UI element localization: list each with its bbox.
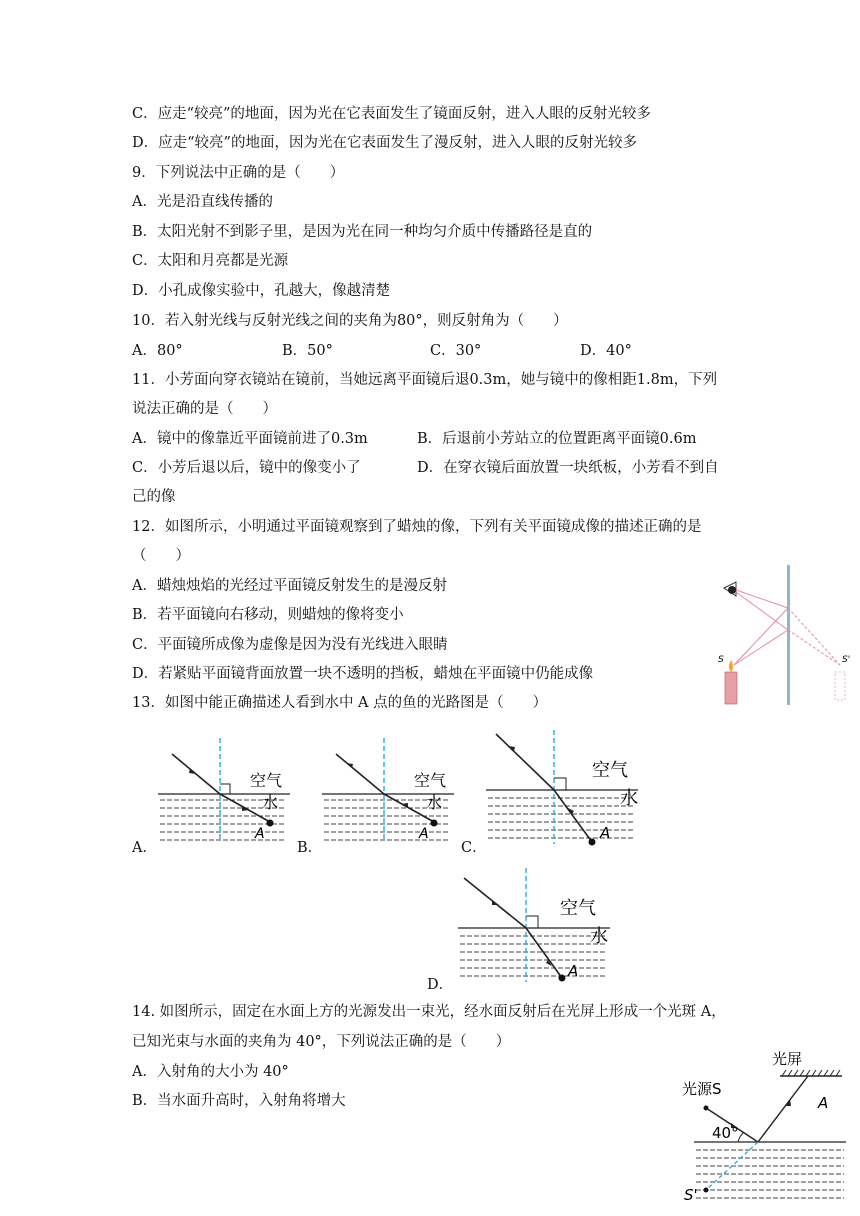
q13-point-label-a: A (255, 826, 265, 842)
q13-point-label-b: A (419, 826, 429, 842)
q8-option-c: C．应走“较亮”的地面，因为光在它表面发生了镜面反射，进入人眼的反射光较多 (132, 106, 651, 122)
q13-air-label-a: 空气 (250, 771, 283, 790)
q11-option-b: B．后退前小芳站立的位置距离平面镜0.6m (417, 431, 697, 447)
q13-figure-a (156, 734, 296, 844)
q14-spot-label: A (818, 1094, 829, 1112)
q9-option-d: D．小孔成像实验中，孔越大，像越清楚 (132, 283, 391, 299)
q13-label-b: B． (297, 840, 323, 856)
q13-figure-c (484, 726, 644, 850)
q13-water-label-c: 水 (620, 788, 638, 809)
q13-air-label-d: 空气 (560, 898, 596, 919)
q14-image-label: S' (684, 1186, 698, 1204)
q12-option-a: A．蜡烛烛焰的光经过平面镜反射发生的是漫反射 (132, 578, 447, 594)
q13-label-a: A． (132, 840, 157, 856)
q13-air-label-c: 空气 (592, 760, 628, 781)
q13-point-label-d: A (568, 962, 579, 980)
q13-water-label-d: 水 (590, 926, 608, 947)
q10-stem: 10．若入射光线与反射光线之间的夹角为80°，则反射角为（ ） (132, 313, 568, 329)
q13-figure-b (320, 734, 460, 844)
q13-stem: 13．如图中能正确描述人看到水中 A 点的鱼的光路图是（ ） (132, 695, 548, 711)
q12-s-label: S (718, 655, 724, 665)
q14-option-a: A．入射角的大小为 40° (132, 1064, 289, 1080)
q9-option-c: C．太阳和月亮都是光源 (132, 253, 289, 269)
q13-water-label-a: 水 (262, 793, 279, 812)
q8-option-d: D．应走“较亮”的地面，因为光在它表面发生了漫反射，进入人眼的反射光较多 (132, 135, 637, 151)
q14-screen-label: 光屏 (772, 1050, 803, 1068)
q12-option-b: B．若平面镜向右移动，则蜡烛的像将变小 (132, 607, 404, 623)
q10-option-d: D．40° (580, 343, 632, 359)
q10-option-b: B．50° (282, 343, 333, 359)
q13-label-d: D． (427, 977, 454, 993)
q14-source-label: 光源S (682, 1080, 722, 1098)
q10-option-a: A．80° (132, 343, 183, 359)
q13-water-label-b: 水 (426, 793, 443, 812)
q14-angle-label: 40° (712, 1124, 739, 1142)
q13-label-c: C． (461, 840, 487, 856)
q14-stem-2: 已知光束与水面的夹角为 40°，下列说法正确的是（ ） (132, 1034, 511, 1050)
q10-option-c: C．30° (430, 343, 482, 359)
q11-option-d-cont: 己的像 (132, 489, 176, 505)
q12-stem-1: 12．如图所示，小明通过平面镜观察到了蜡烛的像，下列有关平面镜成像的描述正确的是 (132, 519, 702, 535)
q12-stem-2: （ ） (132, 548, 190, 564)
q13-point-label-c: A (600, 824, 611, 842)
q11-option-a: A．镜中的像靠近平面镜前进了0.3m (132, 431, 368, 447)
q13-air-label-b: 空气 (414, 771, 447, 790)
q11-option-c: C．小芳后退以后，镜中的像变小了 (132, 460, 361, 476)
q14-stem-1: 14. 如图所示，固定在水面上方的光源发出一束光，经水面反射后在光屏上形成一个光斑 A， (132, 1004, 726, 1020)
q14-figure (676, 1050, 846, 1210)
q9-option-b: B．太阳光射不到影子里，是因为光在同一种均匀介质中传播路径是直的 (132, 224, 593, 240)
q9-stem: 9．下列说法中正确的是（ ） (132, 165, 345, 181)
q12-s-image-label: S' (842, 655, 851, 665)
q12-option-d: D．若紧贴平面镜背面放置一块不透明的挡板，蜡烛在平面镜中仍能成像 (132, 666, 594, 682)
q14-option-b: B．当水面升高时，入射角将增大 (132, 1093, 346, 1109)
q11-stem-1: 11．小芳面向穿衣镜站在镜前，当她远离平面镜后退0.3m，她与镜中的像相距1.8m，下列 (132, 372, 718, 388)
q13-figure-d (456, 864, 616, 988)
q12-option-c: C．平面镜所成像为虚像是因为没有光线进入眼睛 (132, 637, 448, 653)
q12-mirror-figure (714, 560, 854, 710)
q11-option-d: D．在穿衣镜后面放置一块纸板，小芳看不到自 (417, 460, 719, 476)
q11-stem-2: 说法正确的是（ ） (132, 401, 277, 417)
q9-option-a: A．光是沿直线传播的 (132, 194, 273, 210)
